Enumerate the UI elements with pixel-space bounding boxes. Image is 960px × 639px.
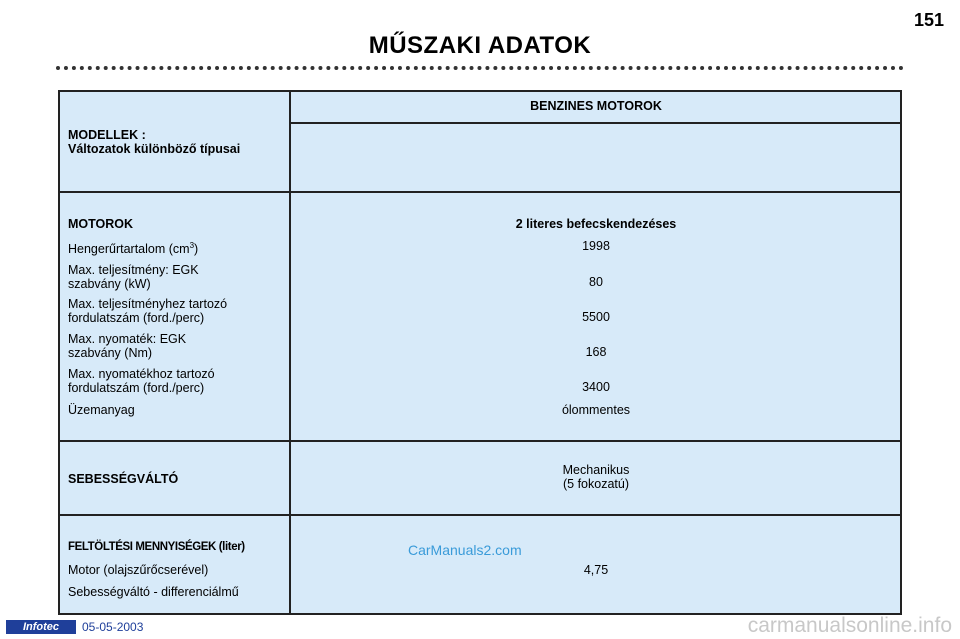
engines-row [60,191,900,440]
infotec-logo: Infotec [6,620,76,634]
engines-heading-value: 2 literes befecskendezéses [515,217,677,231]
capacities-row [60,514,900,615]
page-number: 151 [913,10,944,30]
engine-oil-label: Motor (olajszűrőcserével) [68,563,209,577]
title-divider [56,66,904,70]
watermark-carmanuals: CarManuals2.com [408,542,522,558]
gearbox-row [60,440,900,514]
gearbox-label: SEBESSÉGVÁLTÓ [68,472,179,486]
power-rpm-label: Max. teljesítményhez tartozó fordulatszám (ford./perc) [68,297,228,325]
footer-date: 05-05-2003 [82,620,144,634]
models-label [68,128,292,156]
engines-heading: MOTOROK [68,217,134,231]
torque-rpm-value: 3400 [582,380,610,394]
fuel-value: ólommentes [561,403,631,417]
gearbox-value: Mechanikus (5 fokozatú) [562,463,630,491]
models-label-line1: MODELLEK : [68,128,146,142]
models-row [60,92,900,191]
fuel-label: Üzemanyag [68,403,135,417]
displacement-value: 1998 [582,239,610,253]
torque-label: Max. nyomaték: EGK szabvány (Nm) [68,332,187,360]
page-title: MŰSZAKI ADATOK [368,32,592,59]
torque-value: 168 [585,345,607,359]
models-label-line2: Változatok különböző típusai [68,142,241,156]
power-value: 80 [589,275,603,289]
power-label: Max. teljesítmény: EGK szabvány (kW) [68,263,199,291]
capacities-heading: FELTÖLTÉSI MENNYISÉGEK (liter) [68,541,245,553]
torque-rpm-label: Max. nyomatékhoz tartozó fordulatszám (ford./perc) [68,367,215,395]
engine-oil-value: 4,75 [583,563,609,577]
displacement-label: Hengerűrtartalom $(cm^3)$ [68,241,199,257]
gearbox-diff-label: Sebességváltó - differenciálmű [68,585,239,599]
power-rpm-value: 5500 [582,310,610,324]
header-benzines-motorok: BENZINES MOTOROK [530,99,662,113]
footer-site-watermark: carmanualsonline.info [747,614,952,637]
spec-table [58,90,902,615]
